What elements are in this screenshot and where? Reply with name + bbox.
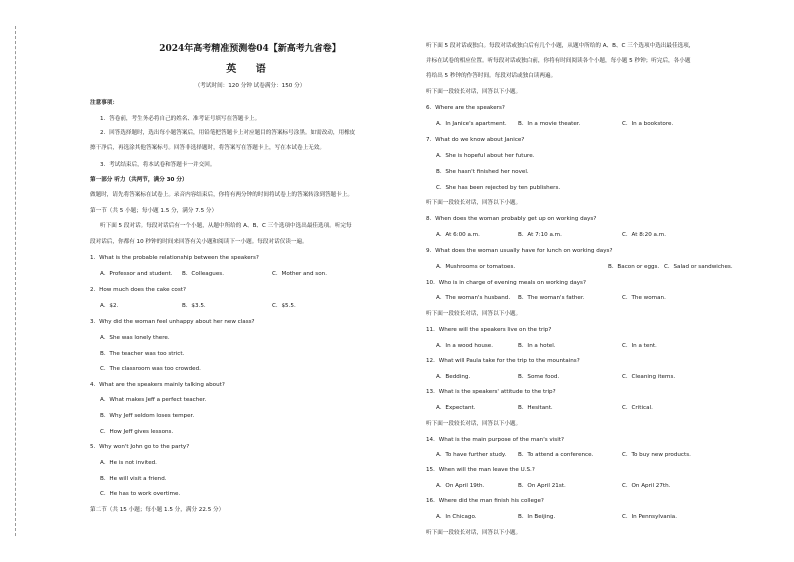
section2-heading: 第二节（共 15 小题；每小题 1.5 分，满分 22.5 分） [90, 507, 225, 513]
section2-intro-3: 将给出 5 秒钟的作答时间。每段对话或独白读两遍。 [426, 73, 557, 79]
option[interactable]: A．The woman's husband. [436, 295, 511, 301]
option[interactable]: A．What makes Jeff a perfect teacher. [100, 397, 207, 403]
question-6: 6．Where are the speakers? [426, 105, 505, 111]
option[interactable]: B．At 7:10 a.m. [518, 232, 562, 238]
question-13: 13．What is the speakers' attitude to the trip? [426, 389, 556, 395]
option[interactable]: B．Bacon or eggs. [608, 264, 660, 270]
option[interactable]: B．In Beijing. [518, 514, 556, 520]
question-14: 14．What is the main purpose of the man's visit? [426, 437, 564, 443]
option[interactable]: B．Why Jeff seldom loses temper. [100, 413, 195, 419]
question-16: 16．Where did the man finish his college? [426, 498, 544, 504]
section2-intro-2: 并标在试卷的相应位置。听每段对话或独白前，你将有时间阅读各个小题，每小题 5 秒钟；听完后，各小题 [426, 58, 691, 64]
notice-2-cont: 擦干净后，再选涂其他答案标号。回答非选择题时，将答案写在答题卡上，写在本试卷上无效。 [90, 145, 325, 151]
option[interactable]: C．$5.5. [272, 303, 296, 309]
option[interactable]: C．The classroom was too crowded. [100, 366, 201, 372]
option[interactable]: C．To buy new products. [622, 452, 691, 458]
option[interactable]: C．He has to work overtime. [100, 491, 181, 497]
question-15: 15．When will the man leave the U.S.? [426, 467, 535, 473]
section1-intro-1: 听下面 5 段对话。每段对话后有一个小题，从题中所给的 A、B、C 三个选项中选出最佳选项。听完每 [100, 223, 352, 229]
option[interactable]: C．Cleaning items. [622, 374, 676, 380]
option[interactable]: B．$3.5. [182, 303, 206, 309]
option[interactable]: A．At 6:00 a.m. [436, 232, 480, 238]
notice-3: 3．考试结束后，将本试卷和答题卡一并交回。 [100, 162, 216, 168]
option[interactable]: B．The teacher was too strict. [100, 351, 185, 357]
option[interactable]: A．On April 19th. [436, 483, 485, 489]
question-1: 1．What is the probable relationship between the speakers? [90, 255, 259, 261]
part1-heading: 第一部分 听力（共两节，满分 30 分） [90, 177, 188, 183]
notice-heading: 注意事项： [90, 100, 118, 106]
option[interactable]: A．Bedding. [436, 374, 471, 380]
option[interactable]: C．The woman. [622, 295, 666, 301]
option[interactable]: C．Salad or sandwiches. [664, 264, 733, 270]
exam-title: 2024年高考精准预测卷04【新高考九省卷】 [159, 44, 341, 54]
question-4: 4．What are the speakers mainly talking about? [90, 382, 225, 388]
subject-title: 英 语 [226, 64, 274, 75]
option[interactable]: C．Critical. [622, 405, 653, 411]
option[interactable]: C．She has been rejected by ten publishers. [436, 185, 561, 191]
option[interactable]: A．Mushrooms or tomatoes. [436, 264, 516, 270]
option[interactable]: C．On April 27th. [622, 483, 671, 489]
option[interactable]: A．Expectant. [436, 405, 476, 411]
question-9: 9．What does the woman usually have for lunch on working days? [426, 248, 613, 254]
option[interactable]: A．In a wood house. [436, 343, 493, 349]
option[interactable]: B．In a movie theater. [518, 121, 581, 127]
question-7: 7．What do we know about Janice? [426, 137, 525, 143]
option[interactable]: A．In Janice's apartment. [436, 121, 507, 127]
exam-info: （考试时间：120 分钟 试卷满分：150 分） [194, 83, 306, 89]
question-10: 10．Who is in charge of evening meals on working days? [426, 280, 586, 286]
option[interactable]: A．In Chicago. [436, 514, 477, 520]
question-11: 11．Where will the speakers live on the trip? [426, 327, 552, 333]
question-5: 5．Why won't John go to the party? [90, 444, 190, 450]
option[interactable]: B．Colleagues. [182, 271, 224, 277]
option[interactable]: B．In a hotel. [518, 343, 556, 349]
question-12: 12．What will Paula take for the trip to the mountains? [426, 358, 580, 364]
option[interactable]: C．In a tent. [622, 343, 657, 349]
option[interactable]: C．How Jeff gives lessons. [100, 429, 174, 435]
segment-intro: 听下面一段较长对话，回答以下小题。 [426, 530, 522, 536]
question-8: 8．When does the woman probably get up on working days? [426, 216, 597, 222]
section1-heading: 第一节（共 5 小题；每小题 1.5 分，满分 7.5 分） [90, 208, 218, 214]
binding-line [15, 26, 16, 536]
option[interactable]: A．She was lonely there. [100, 335, 170, 341]
question-3: 3．Why did the woman feel unhappy about her new class? [90, 319, 255, 325]
option[interactable]: A．To have further study. [436, 452, 507, 458]
option[interactable]: B．To attend a conference. [518, 452, 594, 458]
segment-intro: 听下面一段较长对话，回答以下小题。 [426, 421, 522, 427]
part1-intro: 做题时，请先将答案标在试卷上。录音内容结束后，你将有两分钟的时间将试卷上的答案转涂到答题卡上。 [90, 192, 353, 198]
segment-intro: 听下面一段较长对话，回答以下小题。 [426, 89, 522, 95]
section2-intro-1: 听下面 5 段对话或独白。每段对话或独白后有几个小题，从题中所给的 A、B、C 三个选项中选出最佳选项， [426, 43, 695, 49]
question-2: 2．How much does the cake cost? [90, 287, 186, 293]
option[interactable]: B．On April 21st. [518, 483, 566, 489]
segment-intro: 听下面一段较长对话，回答以下小题。 [426, 311, 522, 317]
section1-intro-2: 段对话后，你都有 10 秒钟的时间来回答有关小题和阅读下一小题。每段对话仅读一遍。 [90, 239, 308, 245]
option[interactable]: B．Hesitant. [518, 405, 553, 411]
option[interactable]: C．At 8:20 a.m. [622, 232, 666, 238]
notice-1: 1．答卷前，考生务必将自己的姓名、准考证号填写在答题卡上。 [100, 116, 261, 122]
option[interactable]: A．He is not invited. [100, 460, 157, 466]
option[interactable]: B．Some food. [518, 374, 560, 380]
option[interactable]: C．Mother and son. [272, 271, 327, 277]
option[interactable]: C．In Pennsylvania. [622, 514, 678, 520]
option[interactable]: A．She is hopeful about her future. [436, 153, 535, 159]
option[interactable]: A．$2. [100, 303, 119, 309]
notice-2: 2．回答选择题时，选出每小题答案后，用铅笔把答题卡上对应题目的答案标号涂黑。如需改动，用橡皮 [100, 130, 356, 136]
option[interactable]: A．Professor and student. [100, 271, 173, 277]
option[interactable]: B．She hasn't finished her novel. [436, 169, 529, 175]
option[interactable]: C．In a bookstore. [622, 121, 674, 127]
option[interactable]: B．He will visit a friend. [100, 476, 167, 482]
segment-intro: 听下面一段较长对话，回答以下小题。 [426, 200, 522, 206]
option[interactable]: B．The woman's father. [518, 295, 585, 301]
